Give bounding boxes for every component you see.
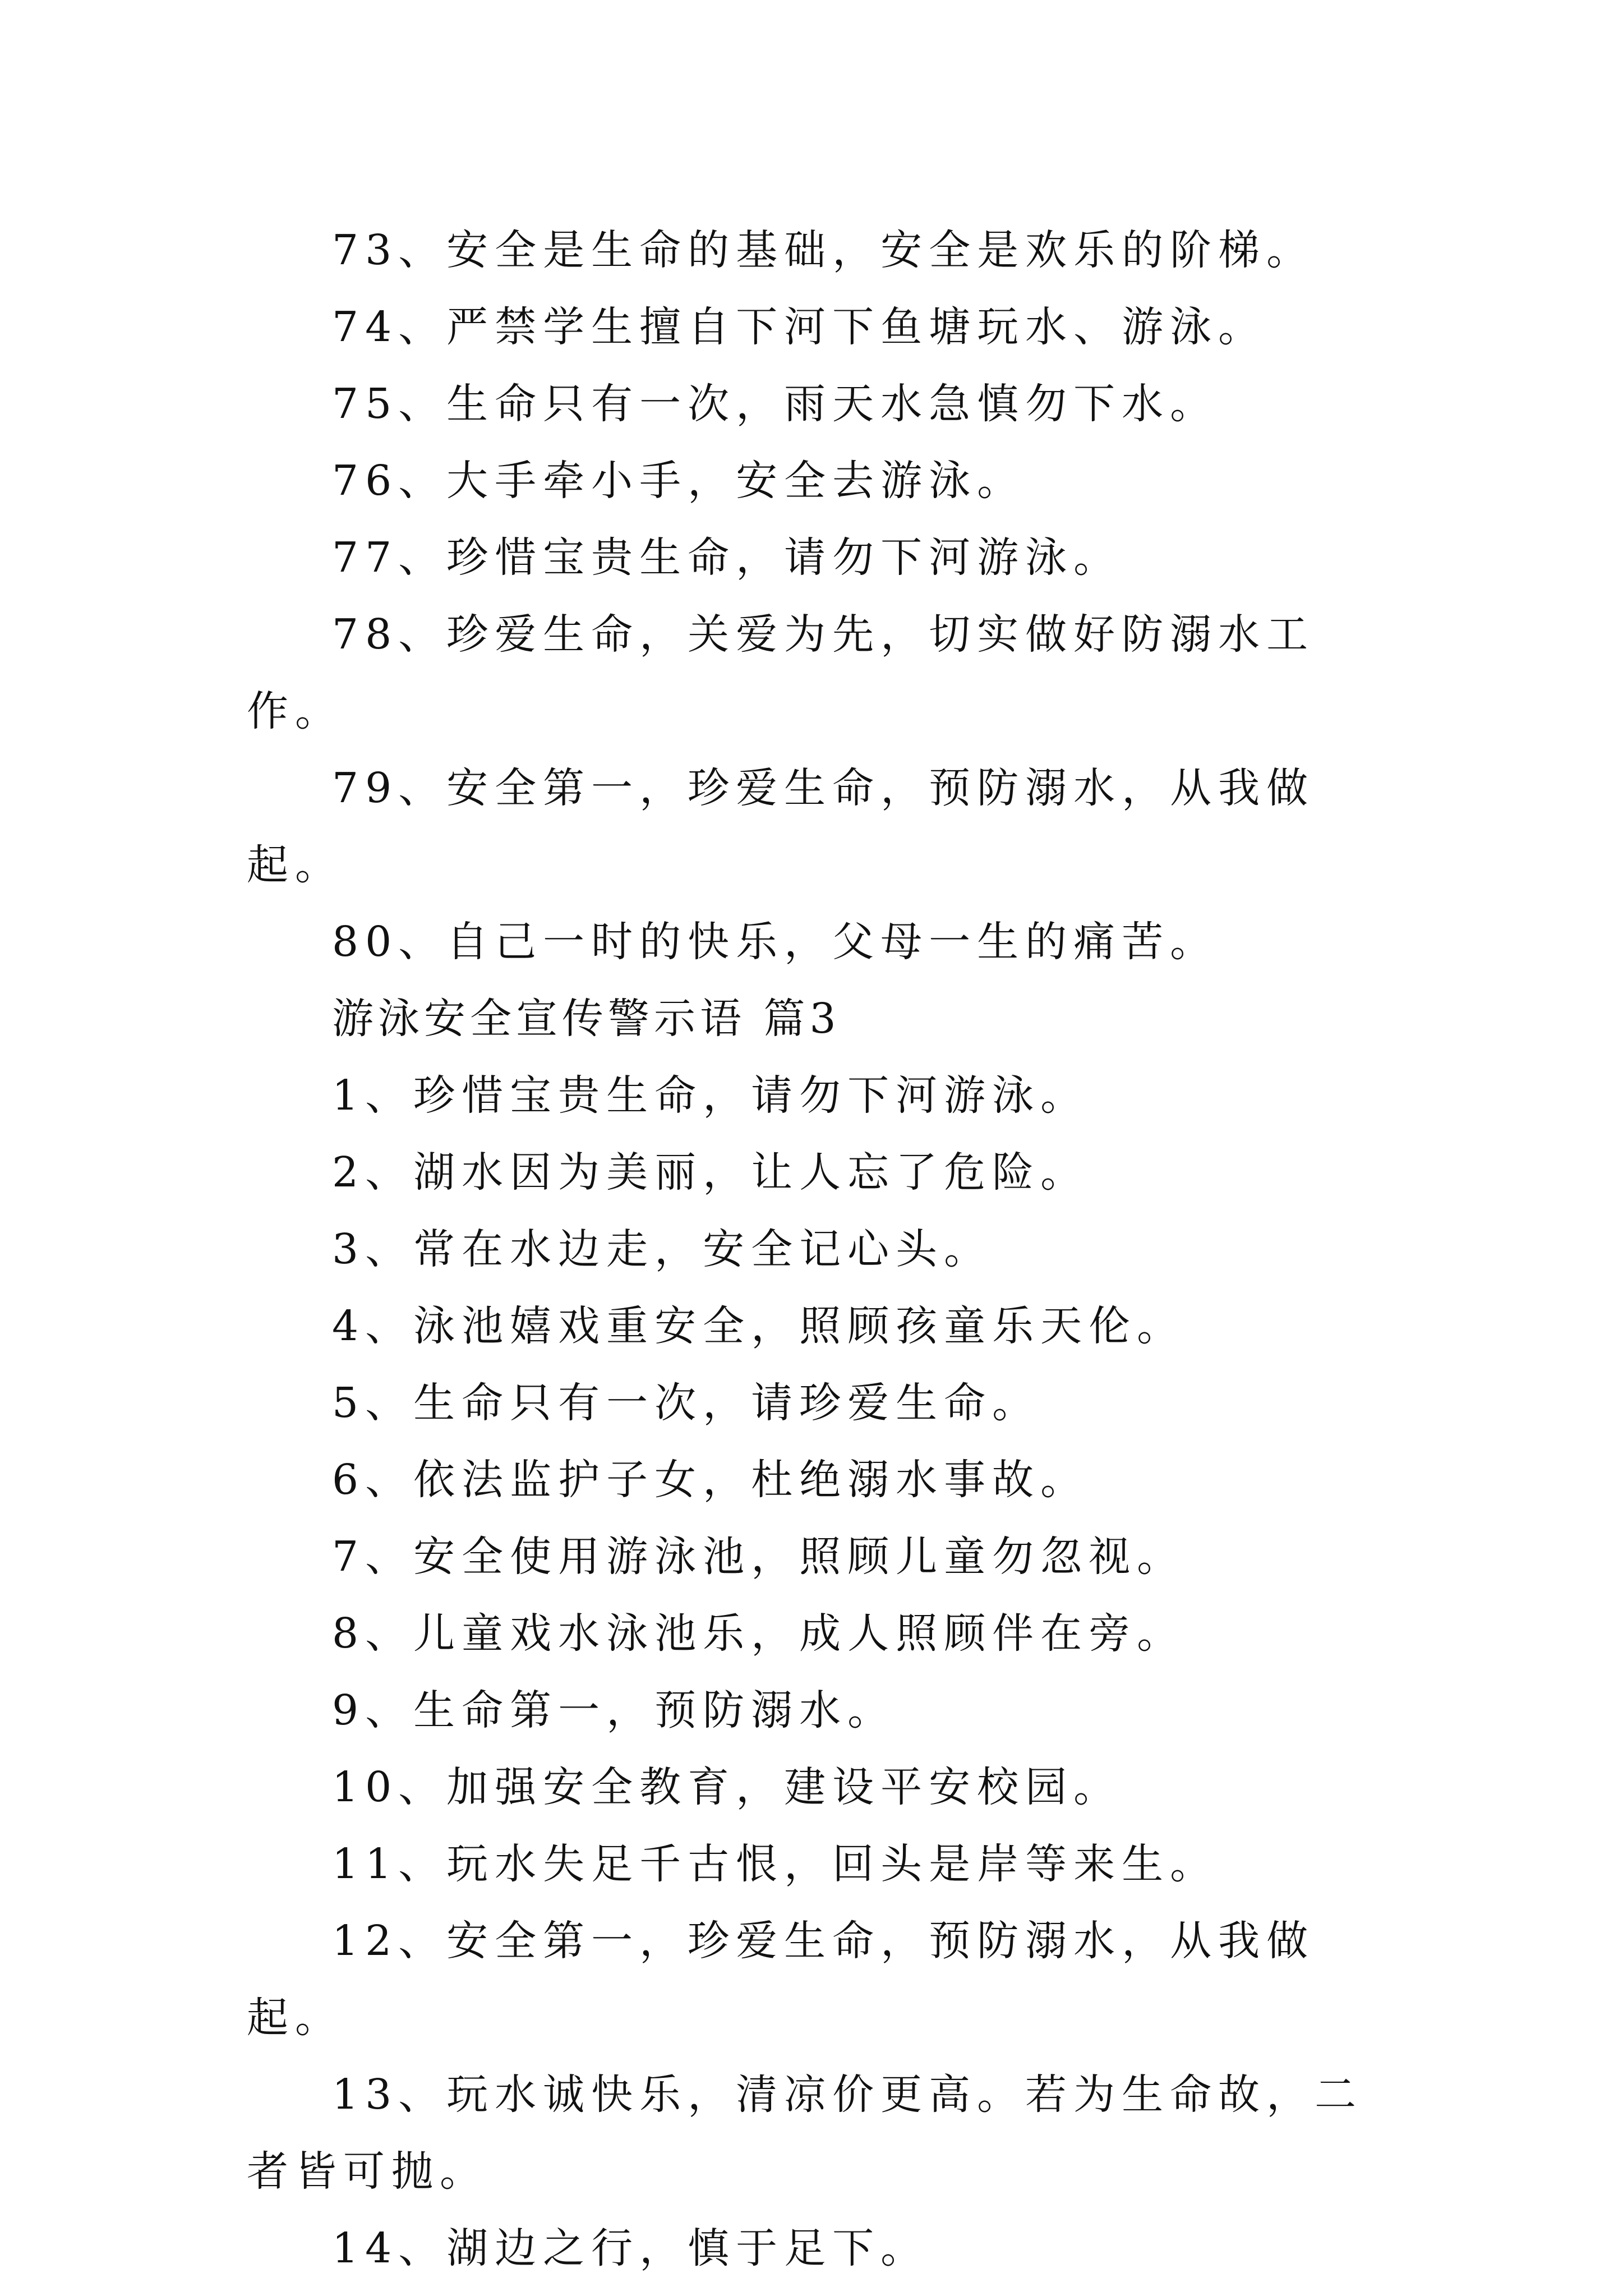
slogan-line: 78、珍爱生命，关爱为先，切实做好防溺水工作。: [247, 610, 1315, 735]
section-heading: 游泳安全宣传警示语 篇3: [332, 995, 841, 1043]
slogan-item: 8、儿童戏水泳池乐，成人照顾伴在旁。: [332, 1609, 1186, 1658]
slogan-item: 9、生命第一，预防溺水。: [332, 1686, 896, 1734]
slogan-item: 6、依法监护子女，杜绝溺水事故。: [332, 1456, 1089, 1504]
slogan-line: 79、安全第一，珍爱生命，预防溺水，从我做起。: [247, 764, 1315, 889]
slogan-item: 14、湖边之行，慎于足下。: [332, 2224, 929, 2272]
slogan-line: 74、严禁学生擅自下河下鱼塘玩水、游泳。: [332, 303, 1267, 351]
slogan-item: 4、泳池嬉戏重安全，照顾孩童乐天伦。: [332, 1302, 1186, 1350]
slogan-item: 7、安全使用游泳池，照顾儿童勿忽视。: [332, 1533, 1186, 1581]
slogan-line: 77、珍惜宝贵生命，请勿下河游泳。: [332, 533, 1122, 582]
slogan-item: 5、生命只有一次，请珍爱生命。: [332, 1379, 1041, 1427]
slogan-item: 10、加强安全教育，建设平安校园。: [332, 1763, 1122, 1811]
slogan-item: 12、安全第一，珍爱生命，预防溺水，从我做起。: [247, 1917, 1315, 2042]
slogan-line: 76、大手牵小手，安全去游泳。: [332, 457, 1026, 505]
slogan-line: 80、自己一时的快乐，父母一生的痛苦。: [332, 918, 1219, 966]
slogan-item: 13、玩水诚快乐，清凉价更高。若为生命故，二者皆可抛。: [247, 2070, 1363, 2196]
document-body: [247, 212, 1402, 2287]
slogan-line: 73、安全是生命的基础，安全是欢乐的阶梯。: [332, 226, 1315, 274]
slogan-item: 3、常在水边走，安全记心头。: [332, 1225, 993, 1273]
slogan-line: 75、生命只有一次，雨天水急慎勿下水。: [332, 380, 1219, 428]
slogan-item: 1、珍惜宝贵生命，请勿下河游泳。: [332, 1071, 1089, 1120]
slogan-item: 11、玩水失足千古恨，回头是岸等来生。: [332, 1840, 1219, 1888]
slogan-item: 2、湖水因为美丽，让人忘了危险。: [332, 1148, 1089, 1197]
